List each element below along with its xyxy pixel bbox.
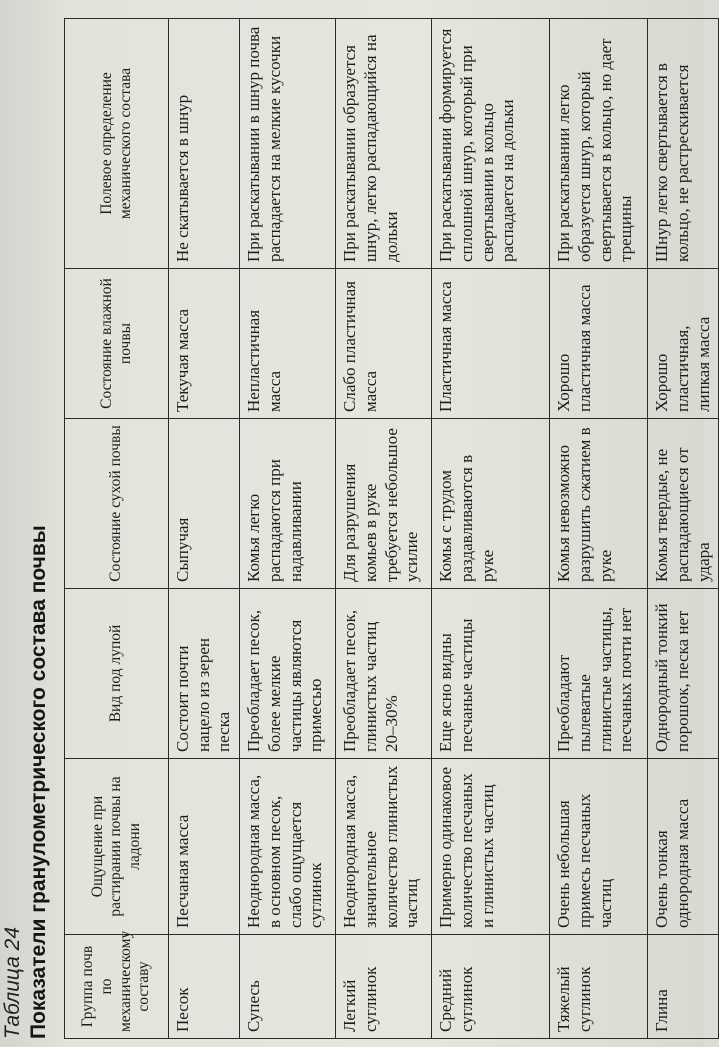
cell-group: Супесь — [240, 935, 336, 1039]
table-row — [550, 19, 648, 1039]
table-title: Показатели гранулометрического состава почвы — [27, 525, 50, 1039]
cell-field: При раскатывании образуется шнур, легко распадающийся на дольки — [336, 19, 432, 269]
cell-group: Средний суглинок — [432, 935, 550, 1039]
col-header-dry: Состояние сухой почвы — [65, 419, 169, 589]
cell-feel: Примерно одинаковое количество песчаных и глинистых частиц — [432, 759, 550, 935]
cell-loupe: Преобладает песок, более мелкие частицы являются примесью — [240, 589, 336, 759]
table-row — [240, 19, 336, 1039]
cell-dry: Комья с трудом раздавливаются в руке — [432, 419, 550, 589]
cell-dry: Сыпучая — [169, 419, 240, 589]
cell-wet: Пластичная масса — [432, 269, 550, 419]
cell-wet: Текучая масса — [169, 269, 240, 419]
cell-feel: Неоднородная масса, в основном песок, слабо ощущается суглинок — [240, 759, 336, 935]
cell-feel: Очень тонкая однородная масса — [648, 759, 719, 935]
granulometric-table — [64, 18, 719, 1039]
cell-field: Шнур легко свертывается в кольцо, не растрескивается — [648, 19, 719, 269]
cell-group: Тяжелый суглинок — [550, 935, 648, 1039]
cell-field: При раскатывании формируется сплошной шнур, который при свертывании в кольцо распадается на дольки — [432, 19, 550, 269]
cell-wet: Хорошо пластичная, липкая масса — [648, 269, 719, 419]
table-number: Таблица 24 — [1, 926, 24, 1039]
table-row — [169, 19, 240, 1039]
col-header-field: Полевое определение механического состава — [65, 19, 169, 269]
cell-dry: Комья легко распадаются при надавливании — [240, 419, 336, 589]
cell-dry: Для разрушения комьев в руке требуется небольшое усилие — [336, 419, 432, 589]
cell-feel: Песчаная масса — [169, 759, 240, 935]
cell-loupe: Преобладают пылеватые глинистые частицы, песчаных почти нет — [550, 589, 648, 759]
cell-wet: Хорошо пластичная масса — [550, 269, 648, 419]
cell-field: При раскатывании в шнур почва распадается на мелкие кусочки — [240, 19, 336, 269]
cell-group: Глина — [648, 935, 719, 1039]
table-row — [432, 19, 550, 1039]
cell-loupe: Однородный тонкий порошок, песка нет — [648, 589, 719, 759]
cell-feel: Очень небольшая примесь песчаных частиц — [550, 759, 648, 935]
cell-wet: Непластичная масса — [240, 269, 336, 419]
table-header-row — [65, 19, 169, 1039]
cell-loupe: Состоит почти нацело из зерен песка — [169, 589, 240, 759]
cell-wet: Слабо пластичная масса — [336, 269, 432, 419]
col-header-feel: Ощущение при растирании почвы на ладони — [65, 759, 169, 935]
col-header-loupe: Вид под лупой — [65, 589, 169, 759]
cell-dry: Комья твердые, не распадающиеся от удара — [648, 419, 719, 589]
table-row — [648, 19, 719, 1039]
cell-field: При раскатывании легко образуется шнур, который свертывается в кольцо, но дает трещины — [550, 19, 648, 269]
cell-group: Песок — [169, 935, 240, 1039]
cell-field: Не скатывается в шнур — [169, 19, 240, 269]
cell-dry: Комья невозможно разрушить сжатием в руке — [550, 419, 648, 589]
cell-group: Легкий суглинок — [336, 935, 432, 1039]
cell-loupe: Еще ясно видны песчаные частицы — [432, 589, 550, 759]
cell-loupe: Преобладает песок, глинистых частиц 20–30% — [336, 589, 432, 759]
cell-feel: Неоднородная масса, значительное количество глинистых частиц — [336, 759, 432, 935]
col-header-wet: Состояние влажной почвы — [65, 269, 169, 419]
table-row — [336, 19, 432, 1039]
col-header-group: Группа почв по механическому составу — [65, 935, 169, 1039]
